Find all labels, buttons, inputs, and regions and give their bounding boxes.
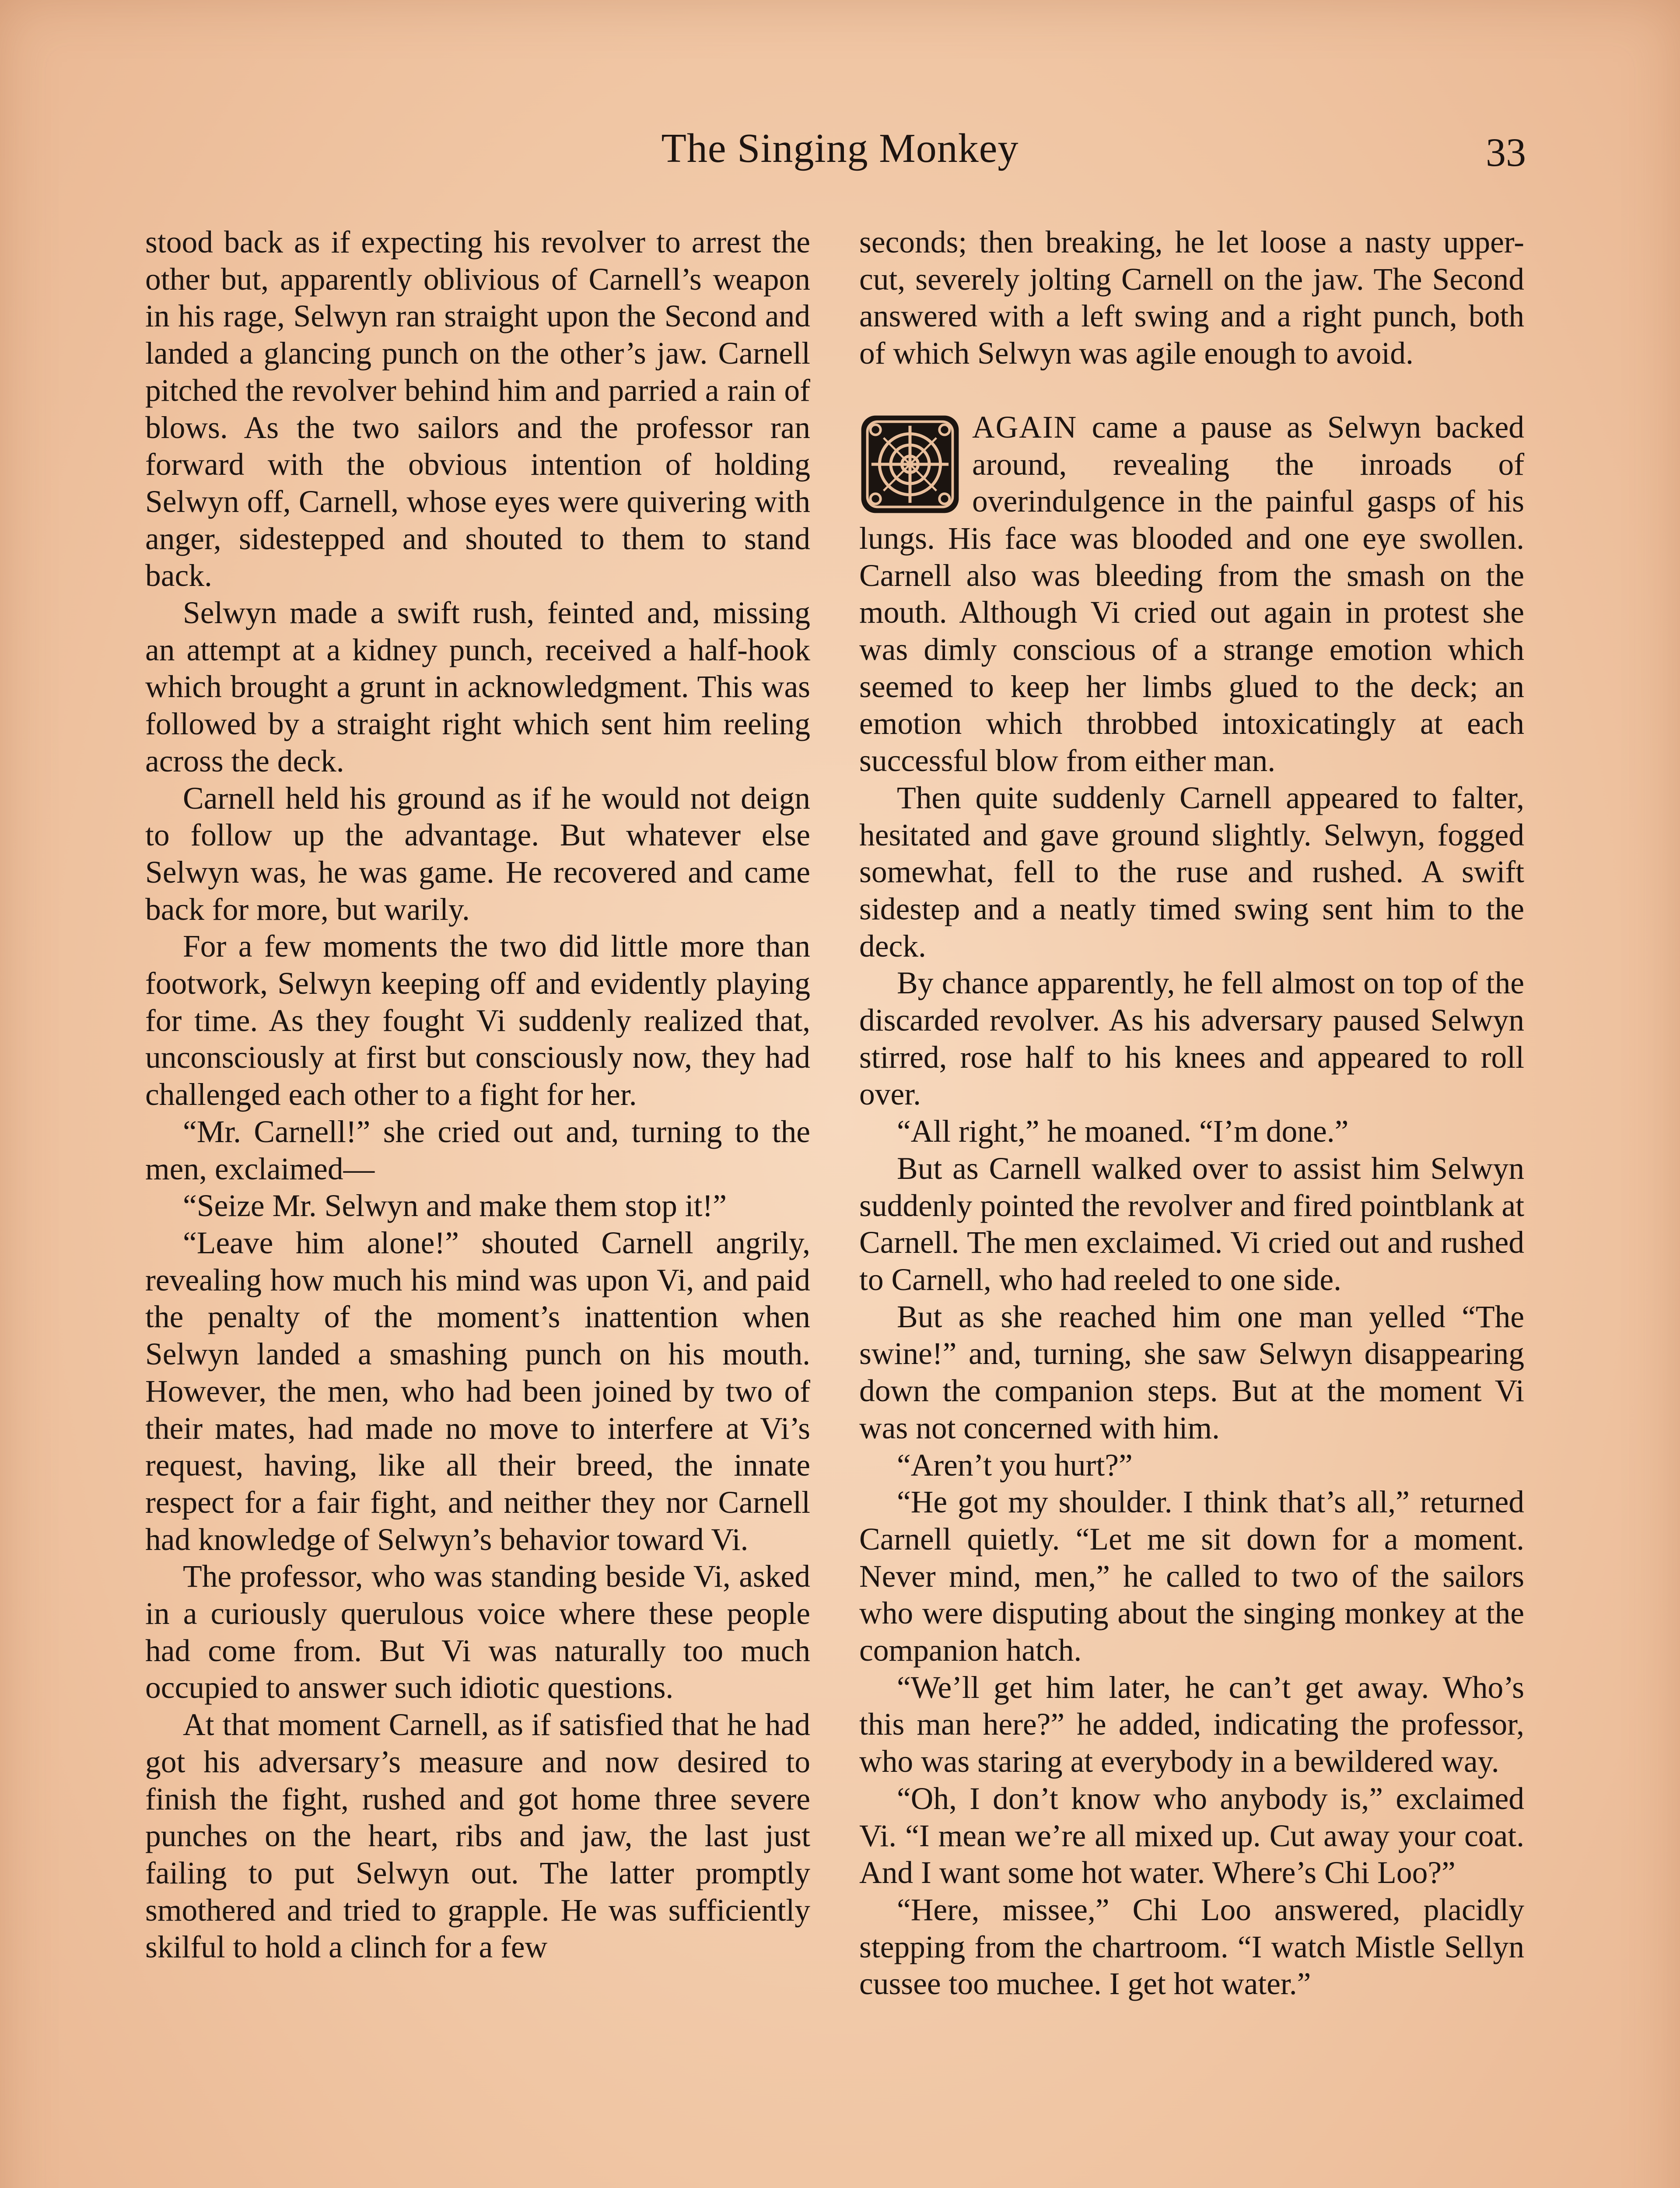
paragraph: “Leave him alone!” shouted Carnell angrily, revealing how much his mind was upon Vi, and paid the penalty of the moment’s inattention when Selwyn landed a smashing punch on his mouth. However, the men, who had been joined by two of their mates, had made no move to interfere at Vi’s request, having, like all their breed, the innate respect for a fair fight, and neither they nor Carnell had knowledge of Selwyn’s behavior toward Vi. [145, 1225, 810, 1557]
paragraph: Carnell held his ground as if he would not deign to follow up the advantage. But whatever else Selwyn was, he was game. He recovered and came back for more, but warily. [145, 781, 810, 927]
paragraph: The professor, who was standing beside Vi, asked in a curiously querulous voice where these people had come from. But Vi was naturally too much occupied to answer such idiotic questions. [145, 1559, 810, 1705]
paragraph: “Oh, I don’t know who anybody is,” exclaimed Vi. “I mean we’re all mixed up. Cut away your coat. And I want some hot water. Where’s Chi Loo?” [859, 1781, 1524, 1890]
celtic-knot-ornament-icon [859, 414, 961, 515]
page-number: 33 [1486, 130, 1526, 175]
paragraph: “Mr. Carnell!” she cried out and, turning to the men, exclaimed— [145, 1114, 810, 1186]
section-opening-paragraph [859, 409, 1524, 780]
dropcap-word: AGAIN [972, 410, 1078, 445]
paragraph: stood back as if expecting his revolver to arrest the other but, apparently oblivious of Carnell’s weapon in his rage, Selwyn ran straight upon the Second and landed a glancing punch on the other’s jaw. Carnell pitched the revolver behind him and parried a rain of blows. As the two sailors and the professor ran forward with the obvious intention of holding Selwyn off, Carnell, whose eyes were quivering with anger, sidestepped and shouted to them to stand back. [145, 225, 810, 593]
paragraph: By chance apparently, he fell almost on top of the discarded revolver. As his adversary paused Selwyn stirred, rose half to his knees and appeared to roll over. [859, 966, 1524, 1112]
paragraph: “All right,” he moaned. “I’m done.” [897, 1114, 1349, 1149]
paragraph: But as she reached him one man yelled “The swine!” and, turning, she saw Selwyn disappearing down the companion steps. But at the moment Vi was not concerned with him. [859, 1299, 1524, 1445]
left-column [145, 224, 810, 1966]
running-title: The Singing Monkey [661, 126, 1019, 171]
paragraph: “We’ll get him later, he can’t get away. Who’s this man here?” he added, indicating the professor, who was staring at everybody in a bewildered way. [859, 1670, 1524, 1779]
paragraph: Then quite suddenly Carnell appeared to falter, hesitated and gave ground slightly. Selwyn, fogged somewhat, fell to the ruse and rushed. A swift sidestep and a neatly timed swing sent him to the deck. [859, 780, 1524, 964]
right-column [859, 224, 1524, 2003]
paragraph: “Here, missee,” Chi Loo answered, placidly stepping from the chartroom. “I watch Mistle Sellyn cussee too muchee. I get hot water.” [859, 1892, 1524, 2002]
paragraph: At that moment Carnell, as if satisfied that he had got his adversary’s measure and now desired to finish the fight, rushed and got home three severe punches on the heart, ribs and jaw, the last just failing to put Selwyn out. The latter promptly smothered and tried to grapple. He was sufficiently skilful to hold a clinch for a few [145, 1708, 810, 1965]
paragraph: Selwyn made a swift rush, feinted and, missing an attempt at a kidney punch, received a half-hook which brought a grunt in acknowledgment. This was followed by a straight right which sent him reeling across the deck. [145, 596, 810, 778]
paragraph: For a few moments the two did little more than footwork, Selwyn keeping off and evidently playing for time. As they fought Vi suddenly realized that, unconsciously at first but consciously now, they had challenged each other to a fight for her. [145, 929, 810, 1112]
paragraph: But as Carnell walked over to assist him Selwyn suddenly pointed the revolver and fired pointblank at Carnell. The men exclaimed. Vi cried out and rushed to Carnell, who had reeled to one side. [859, 1151, 1524, 1297]
paragraph: “He got my shoulder. I think that’s all,” returned Carnell quietly. “Let me sit down for a moment. Never mind, men,” he called to two of the sailors who were disputing about the singing monkey at the companion hatch. [859, 1485, 1524, 1668]
paragraph: seconds; then breaking, he let loose a nasty upper-cut, severely jolting Carnell on the jaw. The Second answered with a left swing and a right punch, both of which Selwyn was agile enough to avoid. [859, 225, 1524, 371]
paragraph: “Aren’t you hurt?” [897, 1448, 1133, 1483]
dropcap-paragraph-text: came a pause as Selwyn backed around, revealing the inroads of overindulgence in the painful gasps of his lungs. His face was blooded and one eye swollen. Carnell also was bleeding from the smash on the mouth. Although Vi cried out again in protest she was dimly conscious of a strange emotion which seemed to keep her limbs glued to the deck; an emotion which throbbed intoxicatingly at each successful blow from either man. [859, 410, 1524, 778]
paragraph: “Seize Mr. Selwyn and make them stop it!” [183, 1189, 727, 1224]
